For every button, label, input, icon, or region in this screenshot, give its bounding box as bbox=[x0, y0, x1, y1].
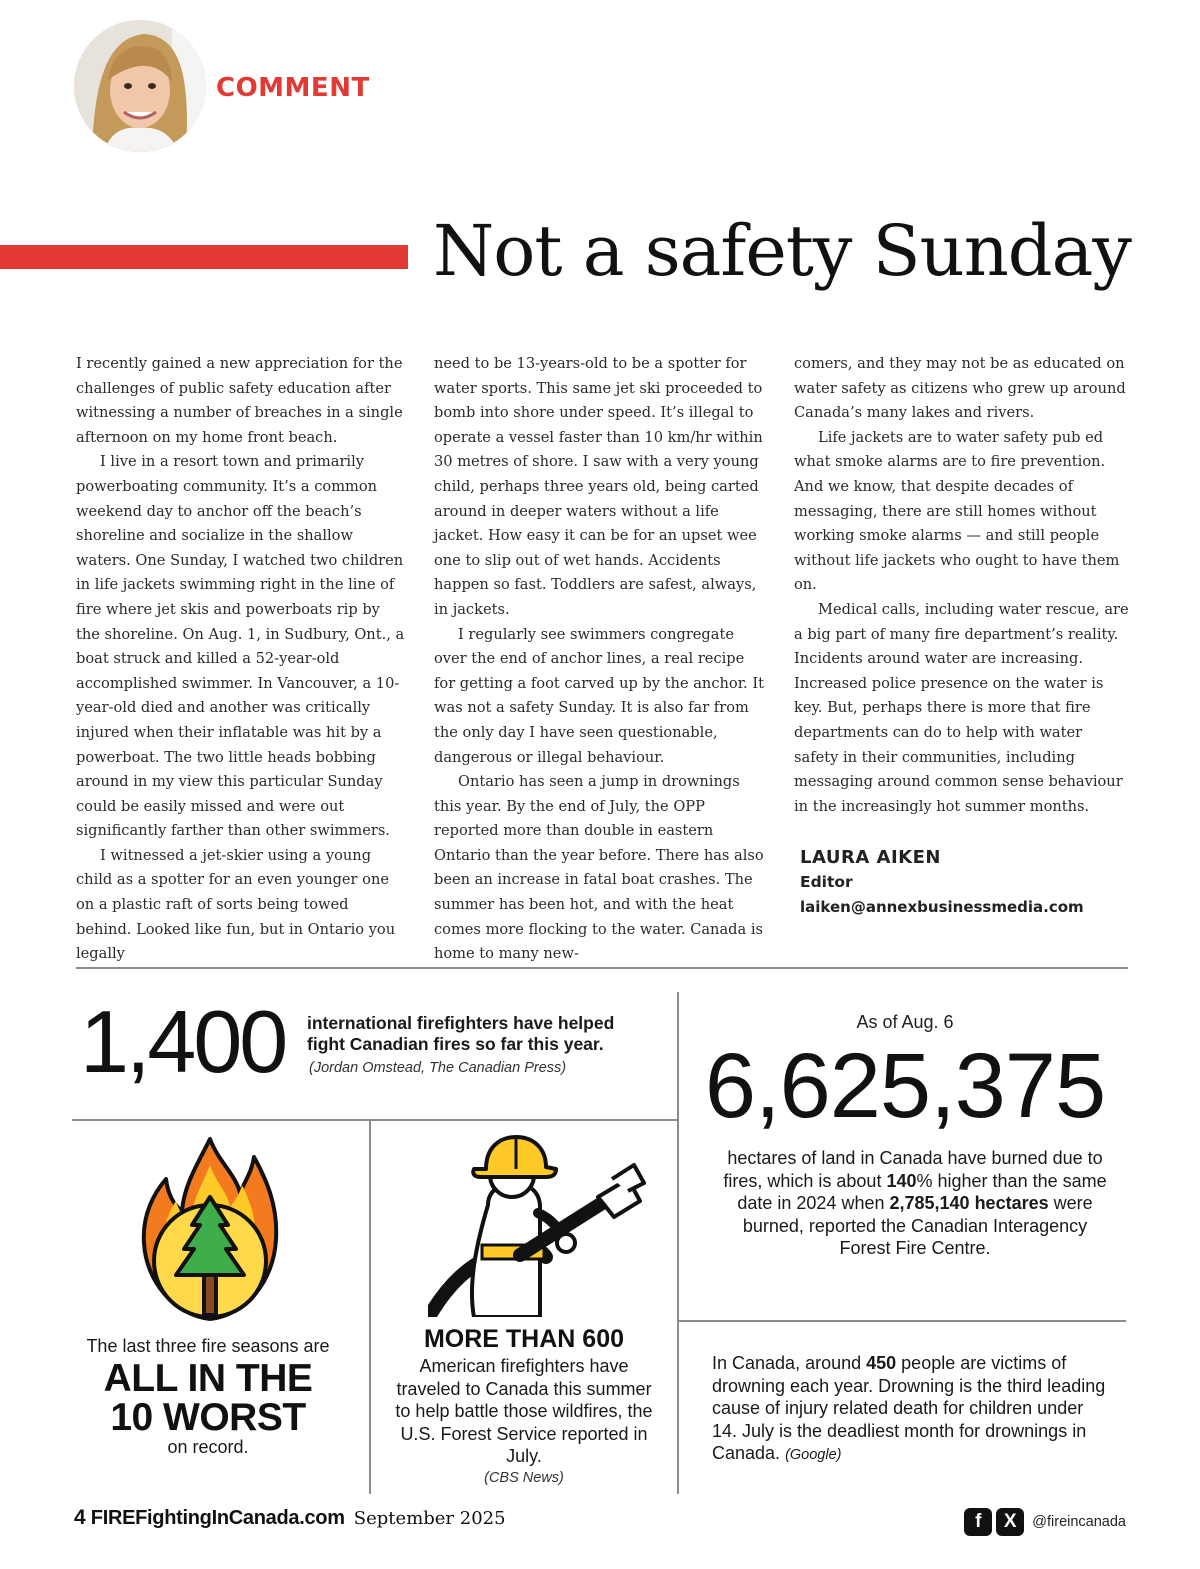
paragraph: I witnessed a jet-skier using a young child as a spotter for an even younger one on a plastic raft of sorts being towed behind. Looked like fun, but in Ontario you legally bbox=[76, 846, 396, 963]
article-column-3 bbox=[794, 352, 1130, 819]
stat-number-firefighters: 1,400 bbox=[80, 992, 286, 1091]
stat-text-fire-seasons: The last three fire seasons are bbox=[86, 1336, 330, 1356]
author-photo bbox=[74, 20, 206, 152]
stat-number-hectares: 6,625,375 bbox=[704, 1035, 1106, 1137]
stat-highlight-hectares: 2,785,140 hectares bbox=[889, 1193, 1049, 1214]
stat-date: As of Aug. 6 bbox=[856, 1012, 954, 1032]
page-title: Not a safety Sunday bbox=[433, 210, 1131, 292]
page-number: 4 bbox=[74, 1506, 86, 1529]
facebook-icon[interactable]: f bbox=[964, 1508, 992, 1536]
stat-text-part: hectares of land in Canada have burned due to fires, which is about bbox=[723, 1148, 1103, 1191]
paragraph: need to be 13-years-old to be a spotter for water sports. This same jet ski proceeded to bomb into shore under speed. It’s illegal to operate a vessel faster than 10 km/hr within 30 metres of shore. I saw with a very young child, perhaps three years old, being carted around in deeper waters without a life jacket. How easy it can be for an upset wee one to slip out of wet hands. Accidents happen so fast. Toddlers are safest, always, in jackets. bbox=[434, 355, 763, 618]
stat-text-hectares bbox=[715, 1147, 1115, 1260]
author-email[interactable]: laiken@annexbusinessmedia.com bbox=[800, 898, 1084, 916]
page-footer bbox=[74, 1506, 506, 1530]
grid-divider bbox=[72, 1119, 677, 1121]
paragraph: comers, and they may not be as educated on water safety as citizens who grew up around Canada’s many lakes and rivers. bbox=[794, 355, 1126, 422]
section-divider bbox=[76, 967, 1128, 969]
stat-number-us-firefighters: MORE THAN 600 bbox=[423, 1325, 625, 1353]
social-handle[interactable]: @fireincanada bbox=[1032, 1514, 1126, 1530]
issue-date: September 2025 bbox=[353, 1508, 506, 1529]
author-byline bbox=[800, 846, 1084, 920]
paragraph: I live in a resort town and primarily powerboating community. It’s a common weekend day to anchor off the beach’s shoreline and socialize in the shallow waters. One Sunday, I watched two children in life jackets swimming right in the line of fire where jet skis and powerboats rip by the shoreline. On Aug. 1, in Sudbury, Ont., a boat struck and killed a 52-year-old accomplished swimmer. In Vancouver, a 10-year-old died and another was critically injured when their inflatable was hit by a powerboat. The two little heads bobbing around in my view this particular Sunday could be easily missed and were out significantly farther than other swimmers. bbox=[76, 453, 405, 840]
x-icon[interactable]: X bbox=[996, 1508, 1024, 1536]
stat-source: (CBS News) bbox=[484, 1470, 564, 1486]
site-link[interactable]: FIREFightingInCanada.com bbox=[90, 1507, 345, 1529]
social-links bbox=[964, 1508, 1126, 1536]
article-column-1 bbox=[76, 352, 408, 967]
stat-text-part: % higher than the same date in 2024 when bbox=[737, 1170, 1107, 1214]
stat-highlight-drowning: 450 bbox=[866, 1353, 897, 1373]
grid-divider bbox=[678, 1320, 1126, 1322]
author-name: LAURA AIKEN bbox=[800, 847, 941, 868]
forest-fire-icon bbox=[140, 1135, 280, 1321]
author-role: Editor bbox=[800, 873, 853, 891]
paragraph: Medical calls, including water rescue, are a big part of many fire department’s reality. Incidents around water are increasing. Increased police presence on the water is key. But, perhaps there is more that fire departments can do to help with water safety in their communities, including messaging around common sense behaviour in the increasingly hot summer months. bbox=[794, 600, 1129, 815]
stat-text-part: In Canada, around bbox=[712, 1353, 867, 1373]
section-label: COMMENT bbox=[216, 73, 370, 103]
stat-source: (Jordan Omstead, The Canadian Press) bbox=[309, 1060, 567, 1076]
article-column-2 bbox=[434, 352, 770, 967]
stat-highlight-percent: 140 bbox=[886, 1170, 917, 1191]
paragraph: Life jackets are to water safety pub ed what smoke alarms are to fire prevention. And we know, that despite decades of messaging, there are still homes without working smoke alarms — and still people without life jackets who ought to have them on. bbox=[794, 428, 1120, 594]
grid-divider bbox=[677, 992, 679, 1494]
stat-text-drowning bbox=[712, 1352, 1112, 1467]
paragraph: I regularly see swimmers congregate over the end of anchor lines, a real recipe for getting a foot carved up by the anchor. It was not a safety Sunday. It is also far from the only day I have seen questionable, dangerous or illegal behaviour. bbox=[434, 625, 764, 766]
stat-text-on-record: on record. bbox=[167, 1437, 249, 1457]
stat-source: (Google) bbox=[785, 1447, 842, 1464]
grid-divider bbox=[369, 1119, 371, 1494]
stat-text-us-firefighters: American firefighters have traveled to Canada this summer to help battle those wildfires, the U.S. Forest Service reported in July. bbox=[395, 1356, 653, 1467]
stat-text-part: people are victims of drowning each year. Drowning is the third leading cause of injury related death for children under 14. July is the deadliest month for drownings in Canada. bbox=[712, 1353, 1106, 1464]
stat-text-firefighters: international firefighters have helped fight Canadian fires so far this year. bbox=[307, 1013, 615, 1054]
stat-highlight-line: ALL IN THE bbox=[103, 1357, 313, 1400]
headline-accent-bar bbox=[0, 245, 408, 269]
stat-text-part: were burned, reported the Canadian Interagency Forest Fire Centre. bbox=[742, 1193, 1093, 1259]
author-portrait bbox=[74, 20, 206, 152]
paragraph: I recently gained a new appreciation for the challenges of public safety education after witnessing a number of breaches in a single afternoon on my home front beach. bbox=[76, 355, 403, 446]
stat-highlight-line: 10 WORST bbox=[110, 1396, 306, 1439]
stat-highlight-fire-seasons bbox=[74, 1359, 342, 1437]
firefighter-hose-icon bbox=[428, 1135, 646, 1317]
paragraph: Ontario has seen a jump in drownings this year. By the end of July, the OPP reported more than double in eastern Ontario than the year before. There has also been an increase in fatal boat crashes. The summer has been hot, and with the heat comes more flocking to the water. Canada is home to many new- bbox=[434, 773, 764, 963]
